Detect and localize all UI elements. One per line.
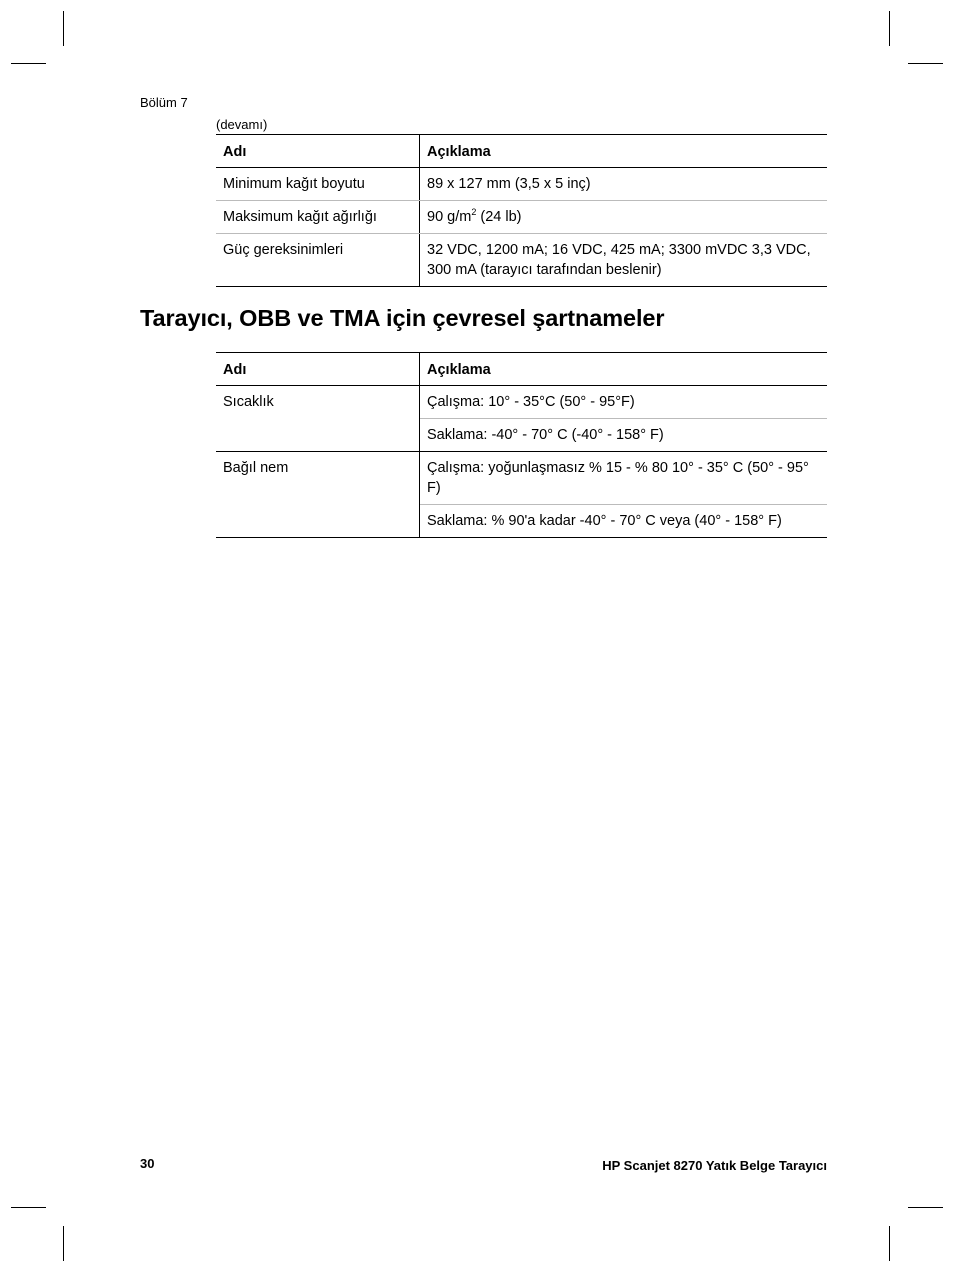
continued-label: (devamı) (216, 117, 268, 132)
desc-text: 90 g/m (427, 209, 472, 225)
desc-text: (24 lb) (476, 209, 522, 225)
section-title: Tarayıcı, OBB ve TMA için çevresel şartnameler (140, 305, 665, 331)
crop-mark (11, 63, 46, 64)
row-description: Çalışma: yoğunlaşmasız % 15 - % 80 10° - 35° C (50° - 95° F) (420, 452, 828, 505)
table-row (216, 452, 827, 505)
crop-mark (63, 1226, 64, 1261)
crop-mark (908, 1207, 943, 1208)
crop-mark (908, 63, 943, 64)
row-name: Sıcaklık (216, 386, 420, 452)
crop-mark (11, 1207, 46, 1208)
table-row (216, 234, 827, 287)
table-row (216, 201, 827, 234)
chapter-label: Bölüm 7 (140, 95, 188, 110)
row-description: Saklama: -40° - 70° C (-40° - 158° F) (420, 419, 828, 452)
row-name: Bağıl nem (216, 452, 420, 538)
superscript: 2 (471, 207, 477, 218)
environmental-specs-table (216, 352, 827, 538)
row-description (420, 201, 828, 234)
row-name: Güç gereksinimleri (216, 234, 420, 287)
crop-mark (889, 1226, 890, 1261)
table-header-row (216, 353, 827, 386)
product-name: HP Scanjet 8270 Yatık Belge Tarayıcı (602, 1158, 827, 1173)
row-description: Çalışma: 10° - 35°C (50° - 95°F) (420, 386, 828, 419)
row-description: Saklama: % 90'a kadar -40° - 70° C veya (40° - 158° F) (420, 505, 828, 538)
column-header-description: Açıklama (420, 353, 828, 386)
crop-mark (63, 11, 64, 46)
row-description: 89 x 127 mm (3,5 x 5 inç) (420, 168, 828, 201)
crop-mark (889, 11, 890, 46)
specs-table (216, 134, 827, 287)
row-name: Minimum kağıt boyutu (216, 168, 420, 201)
table-row (216, 386, 827, 419)
table-header-row (216, 135, 827, 168)
column-header-name: Adı (216, 353, 420, 386)
row-name: Maksimum kağıt ağırlığı (216, 201, 420, 234)
column-header-name: Adı (216, 135, 420, 168)
page-number: 30 (140, 1156, 155, 1171)
row-description: 32 VDC, 1200 mA; 16 VDC, 425 mA; 3300 mVDC 3,3 VDC, 300 mA (tarayıcı tarafından beslenir) (420, 234, 828, 287)
table-row (216, 168, 827, 201)
column-header-description: Açıklama (420, 135, 828, 168)
